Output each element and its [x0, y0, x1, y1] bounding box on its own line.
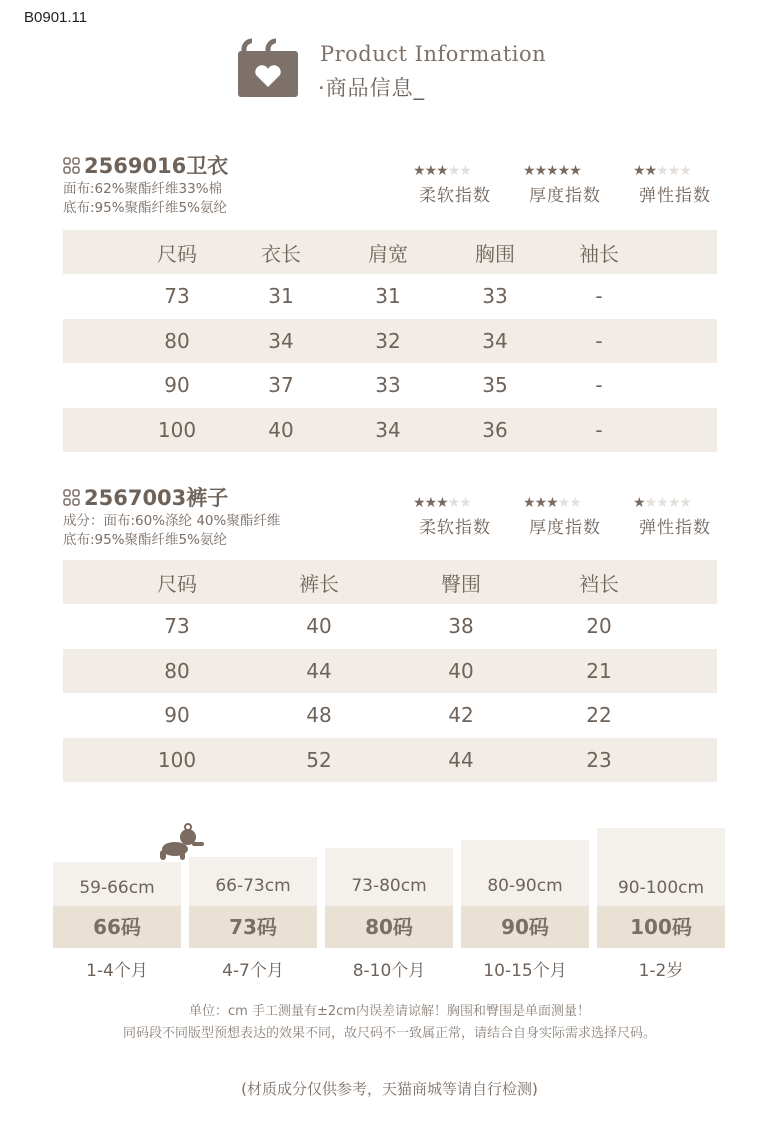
table-cell: 37	[268, 373, 294, 398]
product-1-fabric-outer: 面布:62%聚酯纤维33%棉	[63, 181, 223, 197]
column-header: 尺码	[157, 241, 197, 266]
table-cell: 48	[306, 703, 332, 728]
column-header: 裤长	[299, 571, 339, 596]
rating-elasticity	[630, 495, 720, 538]
height-range: 66-73cm	[215, 876, 291, 896]
rating-label: 柔软指数	[419, 518, 491, 538]
rating-thickness	[520, 163, 610, 206]
product-1-table	[63, 230, 717, 452]
table-header-row	[63, 230, 717, 274]
product-code: B0901.11	[24, 9, 88, 26]
product-1-fabric-lining: 底布:95%聚酯纤维5%氨纶	[63, 200, 227, 216]
column-header: 臀围	[441, 571, 481, 596]
age-range: 8-10个月	[352, 961, 426, 981]
product-2-fabric-outer: 成分：面布:60%涤纶 40%聚酯纤维	[63, 513, 281, 529]
rating-elasticity	[630, 163, 720, 206]
size-label: 80码	[325, 906, 453, 948]
star-empty-icon: ★	[679, 495, 691, 511]
table-cell: 31	[375, 284, 401, 309]
table-cell: 33	[482, 284, 508, 309]
star-filled-icon: ★	[424, 163, 437, 179]
rating-label: 厚度指数	[529, 518, 601, 538]
table-cell: 36	[482, 417, 508, 442]
table-cell: 44	[306, 658, 332, 683]
size-variance-note: 同码段不同版型预想表达的效果不同，故尺码不一致属正常，请结合自身实际需求选择尺码。	[122, 1026, 656, 1041]
age-range: 1-2岁	[638, 961, 684, 981]
product-1-name: 2569016卫衣	[84, 154, 229, 178]
table-cell: -	[595, 373, 603, 398]
column-header: 肩宽	[368, 241, 408, 266]
star-empty-icon: ★	[656, 495, 668, 511]
star-filled-icon: ★	[424, 495, 437, 511]
star-empty-icon: ★	[656, 163, 668, 179]
column-header: 衣长	[261, 241, 301, 266]
star-empty-icon: ★	[667, 495, 680, 511]
size-label: 73码	[189, 906, 317, 948]
rating-label: 柔软指数	[419, 186, 491, 206]
table-cell: 90	[164, 703, 190, 728]
table-cell: 34	[268, 328, 294, 353]
table-cell: 44	[448, 747, 474, 772]
table-cell: 40	[268, 417, 294, 442]
star-empty-icon: ★	[459, 495, 471, 511]
stars	[410, 495, 500, 511]
stars	[630, 495, 720, 511]
star-empty-icon: ★	[667, 163, 680, 179]
table-cell: 20	[586, 614, 612, 639]
star-filled-icon: ★	[633, 163, 645, 179]
table-cell: 100	[157, 417, 197, 442]
star-filled-icon: ★	[413, 163, 425, 179]
crawling-baby-icon	[158, 822, 206, 862]
table-cell: 40	[306, 614, 332, 639]
star-filled-icon: ★	[436, 495, 448, 511]
column-header: 尺码	[157, 571, 197, 596]
size-label: 100码	[597, 906, 725, 948]
table-cell: 33	[375, 373, 401, 398]
star-filled-icon: ★	[523, 495, 535, 511]
table-cell: 23	[586, 747, 612, 772]
size-label: 90码	[461, 906, 589, 948]
table-row	[63, 274, 717, 319]
table-row	[63, 408, 717, 453]
grid-icon	[63, 489, 80, 506]
star-filled-icon: ★	[523, 163, 535, 179]
rating-thickness	[520, 495, 610, 538]
shopping-bag-heart-icon	[236, 37, 300, 99]
star-empty-icon: ★	[447, 495, 460, 511]
star-filled-icon: ★	[413, 495, 425, 511]
table-row	[63, 604, 717, 649]
header-title-cn: ·商品信息_	[318, 76, 426, 100]
table-cell: 52	[306, 747, 332, 772]
table-header-row	[63, 560, 717, 604]
table-cell: 90	[164, 373, 190, 398]
table-cell: 31	[268, 284, 294, 309]
star-filled-icon: ★	[633, 495, 645, 511]
material-disclaimer: (材质成分仅供参考，天猫商城等请自行检测)	[241, 1080, 538, 1098]
stars	[410, 163, 500, 179]
rating-softness	[410, 495, 500, 538]
table-cell: 32	[375, 328, 401, 353]
table-cell: -	[595, 328, 603, 353]
table-cell: -	[595, 284, 603, 309]
table-cell: 34	[375, 417, 401, 442]
star-filled-icon: ★	[546, 163, 558, 179]
product-2-name: 2567003裤子	[84, 486, 229, 510]
star-empty-icon: ★	[644, 495, 657, 511]
product-2-table	[63, 560, 717, 782]
stars	[520, 163, 610, 179]
product-1-info	[63, 150, 228, 218]
star-filled-icon: ★	[534, 495, 547, 511]
table-row	[63, 319, 717, 364]
table-cell: 35	[482, 373, 508, 398]
star-filled-icon: ★	[534, 163, 547, 179]
star-empty-icon: ★	[447, 163, 460, 179]
height-range: 59-66cm	[79, 878, 155, 898]
table-row	[63, 693, 717, 738]
table-cell: 40	[448, 658, 474, 683]
product-2-ratings	[410, 495, 720, 538]
star-filled-icon: ★	[546, 495, 558, 511]
product-1-ratings	[410, 163, 720, 206]
product-2-fabric-lining: 底布:95%聚酯纤维5%氨纶	[63, 532, 227, 548]
table-cell: 38	[448, 614, 474, 639]
age-range: 1-4个月	[86, 961, 148, 981]
star-filled-icon: ★	[644, 163, 657, 179]
column-header: 裆长	[579, 571, 619, 596]
star-empty-icon: ★	[459, 163, 471, 179]
rating-label: 弹性指数	[639, 518, 711, 538]
rating-softness	[410, 163, 500, 206]
age-range: 10-15个月	[483, 961, 567, 981]
size-label: 66码	[53, 906, 181, 948]
star-filled-icon: ★	[436, 163, 448, 179]
table-cell: 80	[164, 328, 190, 353]
table-cell: 42	[448, 703, 474, 728]
stars	[520, 495, 610, 511]
table-cell: 73	[164, 614, 190, 639]
table-cell: -	[595, 417, 603, 442]
height-range: 73-80cm	[351, 876, 427, 896]
height-range: 90-100cm	[617, 878, 705, 898]
age-range: 4-7个月	[222, 961, 284, 981]
column-header: 胸围	[475, 241, 515, 266]
table-cell: 80	[164, 658, 190, 683]
star-empty-icon: ★	[557, 495, 570, 511]
star-filled-icon: ★	[569, 163, 581, 179]
header-title-en: Product Information	[320, 42, 547, 66]
product-2-info	[63, 482, 280, 550]
column-header: 袖长	[579, 241, 619, 266]
rating-label: 厚度指数	[529, 186, 601, 206]
table-row	[63, 738, 717, 783]
table-cell: 22	[586, 703, 612, 728]
grid-icon	[63, 157, 80, 174]
table-row	[63, 649, 717, 694]
stars	[630, 163, 720, 179]
height-range: 80-90cm	[487, 876, 563, 896]
table-cell: 21	[586, 658, 612, 683]
star-empty-icon: ★	[569, 495, 581, 511]
star-filled-icon: ★	[557, 163, 570, 179]
table-cell: 100	[157, 747, 197, 772]
table-cell: 34	[482, 328, 508, 353]
table-row	[63, 363, 717, 408]
table-cell: 73	[164, 284, 190, 309]
rating-label: 弹性指数	[639, 186, 711, 206]
star-empty-icon: ★	[679, 163, 691, 179]
measurement-note: 单位：cm 手工测量有±2cm内误差请谅解！胸围和臀围是单面测量！	[189, 1004, 590, 1019]
